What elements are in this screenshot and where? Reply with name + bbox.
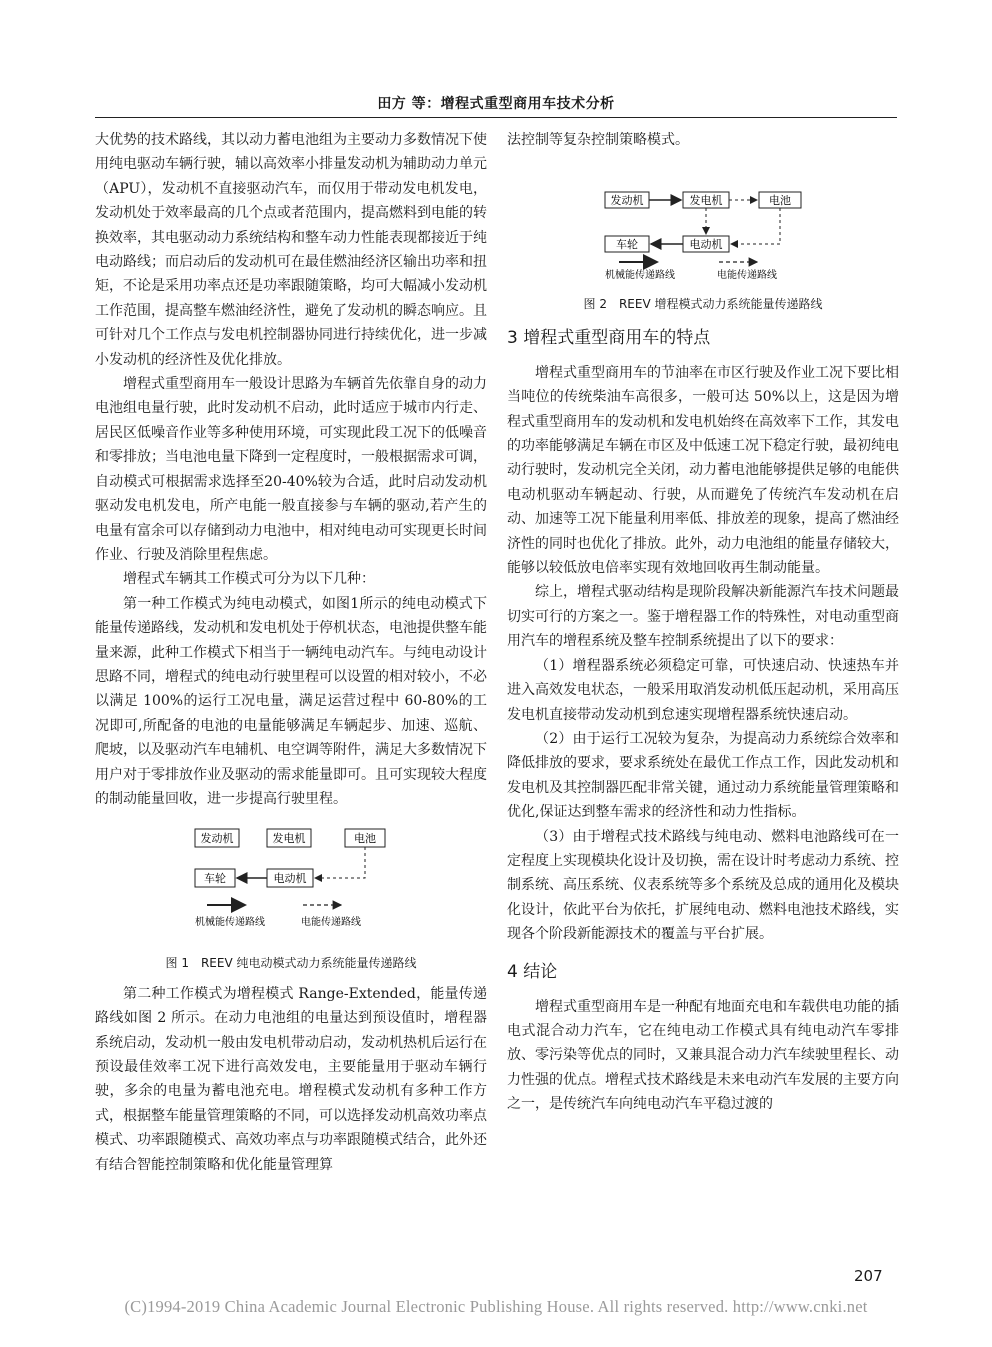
paragraph: 第二种工作模式为增程模式 Range-Extended，能量传递路线如图 2 所示。在动力电池组的电量达到预设值时，增程器系统启动，发动机一般由发电机带动启动，发动机热机后运行在预设最佳效率工况下进行高效发电，主要能量用于驱动车辆行驶，多余的电量为蓄电池充电。增程模式发动机有多种工作方式，根据整车能量管理策略的不同，可以选择发动机高效功率点模式、功率跟随模式、高效功率点与功率跟随模式结合，此外还有结合智能控制策略和优化能量管理算 <box>95 985 487 1173</box>
legend-mech-label: 机械能传递路线 <box>195 917 265 929</box>
wheel-label: 车轮 <box>204 872 226 886</box>
figure-1 <box>95 819 487 971</box>
paragraph: 大优势的技术路线，其以动力蓄电池组为主要动力多数情况下使用纯电驱动车辆行驶，辅以高效率小排量发动机为辅助动力单元（APU），发动机不直接驱动汽车，而仅用于带动发电机发电，发动机处于效率最高的几个点或者范围内，提高燃料到电能的转换效率，其电驱动动力系统结构和整车动力性能表现都接近于纯电动路线；而启动后的发动机可在最佳燃油经济区输出功率和扭矩，不论是采用功率点还是功率跟随策略，均可大幅减小发动机工作范围，提高整车燃油经济性，避免了发动机的瞬态响应。且可针对几个工作点与发电机控制器协同进行持续优化，进一步减小发动机的经济性及优化排放。 <box>95 132 487 368</box>
section-heading-4: 4 结论 <box>507 961 558 982</box>
generator-label: 发电机 <box>689 194 723 208</box>
page-number: 207 <box>854 1267 883 1285</box>
header-rule <box>95 117 897 118</box>
list-item: （3）由于增程式技术路线与纯电动、燃料电池路线可在一定程度上实现模块化设计及切换，需在设计时考虑动力系统、控制系统、高压系统、仪表系统等多个系统及总成的通用化及模块化设计，依此平台为依托，扩展纯电动、燃料电池技术路线，实现各个阶段新能源技术的覆盖与平台扩展。 <box>507 828 899 943</box>
list-item: （1）增程器系统必须稳定可靠，可快速启动、快速热车并进入高效发电状态，一般采用取消发动机低压起动机，采用高压发电机直接带动发动机到怠速实现增程器系统快速启动。 <box>507 657 899 723</box>
legend-elec-label: 电能传递路线 <box>301 917 361 929</box>
figure-2 <box>507 160 899 312</box>
motor-label: 电动机 <box>273 872 307 886</box>
battery-label: 电池 <box>354 832 376 846</box>
figure-1-caption: 图 1 REEV 纯电动模式动力系统能量传递路线 <box>165 955 417 970</box>
paragraph: 综上，增程式驱动结构是现阶段解决新能源汽车技术问题最切实可行的方案之一。鉴于增程器工作的特殊性，对电动重型商用汽车的增程系统及整车控制系统提出了以下的要求： <box>507 584 899 650</box>
paragraph: 增程式车辆其工作模式可分为以下几种： <box>123 571 375 588</box>
paragraph: 法控制等复杂控制策略模式。 <box>507 132 689 148</box>
right-column <box>507 128 899 1117</box>
section-heading-3: 3 增程式重型商用车的特点 <box>507 327 711 348</box>
electric-path-arrow <box>731 208 780 244</box>
list-item: （2）由于运行工况较为复杂，为提高动力系统综合效率和降低排放的要求，要求系统处在最优工作点工作，因此发动机和发电机及其控制器匹配非常关键，通过动力系统能量管理策略和优化,保证达到整车需求的经济性和动力性指标。 <box>507 730 899 821</box>
running-header: 田方 等：增程式重型商用车技术分析 <box>377 96 615 112</box>
generator-label: 发电机 <box>272 832 306 846</box>
left-column <box>95 128 487 1177</box>
engine-label: 发动机 <box>610 194 644 208</box>
figure-1-diagram <box>95 819 487 939</box>
paragraph: 第一种工作模式为纯电动模式，如图1所示的纯电动模式下能量传递路线，发动机和发电机处于停机状态，电池提供整车能量来源，此种工作模式下相当于一辆纯电动汽车。与纯电动设计思路不同，增程式的纯电动行驶里程可以设置的相对较小，不必以满足 100%的运行工况电量，满足运营过程中 60-80%的工况即可,所配备的电池的电量能够满足车辆起步、加速、巡航、爬坡，以及驱动汽车电辅机、电空调等附件，满足大多数情况下用户对于零排放作业及驱动的需求能量即可。且可实现较大程度的制动能量回收，进一步提高行驶里程。 <box>95 595 487 807</box>
legend-mech-label: 机械能传递路线 <box>605 270 675 281</box>
paragraph: 增程式重型商用车的节油率在市区行驶及作业工况下要比相当吨位的传统柴油车高很多，一般可达 50%以上，这是因为增程式重型商用车的发动机和发电机始终在高效率下工作，其发电的功率能够满足车辆在市区及中低速工况下稳定行驶，最初纯电动行驶时，发动机完全关闭，动力蓄电池能够提供足够的电能供电动机驱动车辆起动、行驶，从而避免了传统汽车发动机在启动、加速等工况下能量利用率低、排放差的现象，提高了燃油经济性的同时也优化了排放。此外，动力电池组的能量存储较大，能够以较低放电倍率实现有效地回收再生制动能量。 <box>507 364 899 577</box>
battery-label: 电池 <box>769 194 791 208</box>
wheel-label: 车轮 <box>616 238 638 252</box>
engine-label: 发动机 <box>200 832 234 846</box>
electric-path-arrow <box>315 847 365 878</box>
figure-2-caption: 图 2 REEV 增程模式动力系统能量传递路线 <box>583 296 823 311</box>
legend-elec-label: 电能传递路线 <box>717 270 777 281</box>
paragraph: 增程式重型商用车一般设计思路为车辆首先依靠自身的动力电池组电量行驶，此时发动机不启动，此时适应于城市内行走、居民区低噪音作业等多种使用环境，可实现此段工况下的低噪音和零排放；当电池电量下降到一定程度时，一般根据需求可调，自动模式可根据需求选择至20-40%较为合适，此时启动发动机驱动发电机发电，所产电能一般直接参与车辆的驱动,若产生的电量有富余可以存储到动力电池中，相对纯电动可实现更长时间作业、行驶及消除里程焦虑。 <box>95 376 487 563</box>
motor-label: 电动机 <box>689 238 723 252</box>
figure-2-diagram <box>507 160 899 280</box>
paragraph: 增程式重型商用车是一种配有地面充电和车载供电功能的插电式混合动力汽车，它在纯电动工作模式具有纯电动汽车零排放、零污染等优点的同时，又兼具混合动力汽车续驶里程长、动力性强的优点。增程式技术路线是未来电动汽车发展的主要方向之一，是传统汽车向纯电动汽车平稳过渡的 <box>507 998 899 1113</box>
copyright-footer: (C)1994-2019 China Academic Journal Electronic Publishing House. All rights reserved. http://www.cnki.net <box>124 1297 868 1316</box>
